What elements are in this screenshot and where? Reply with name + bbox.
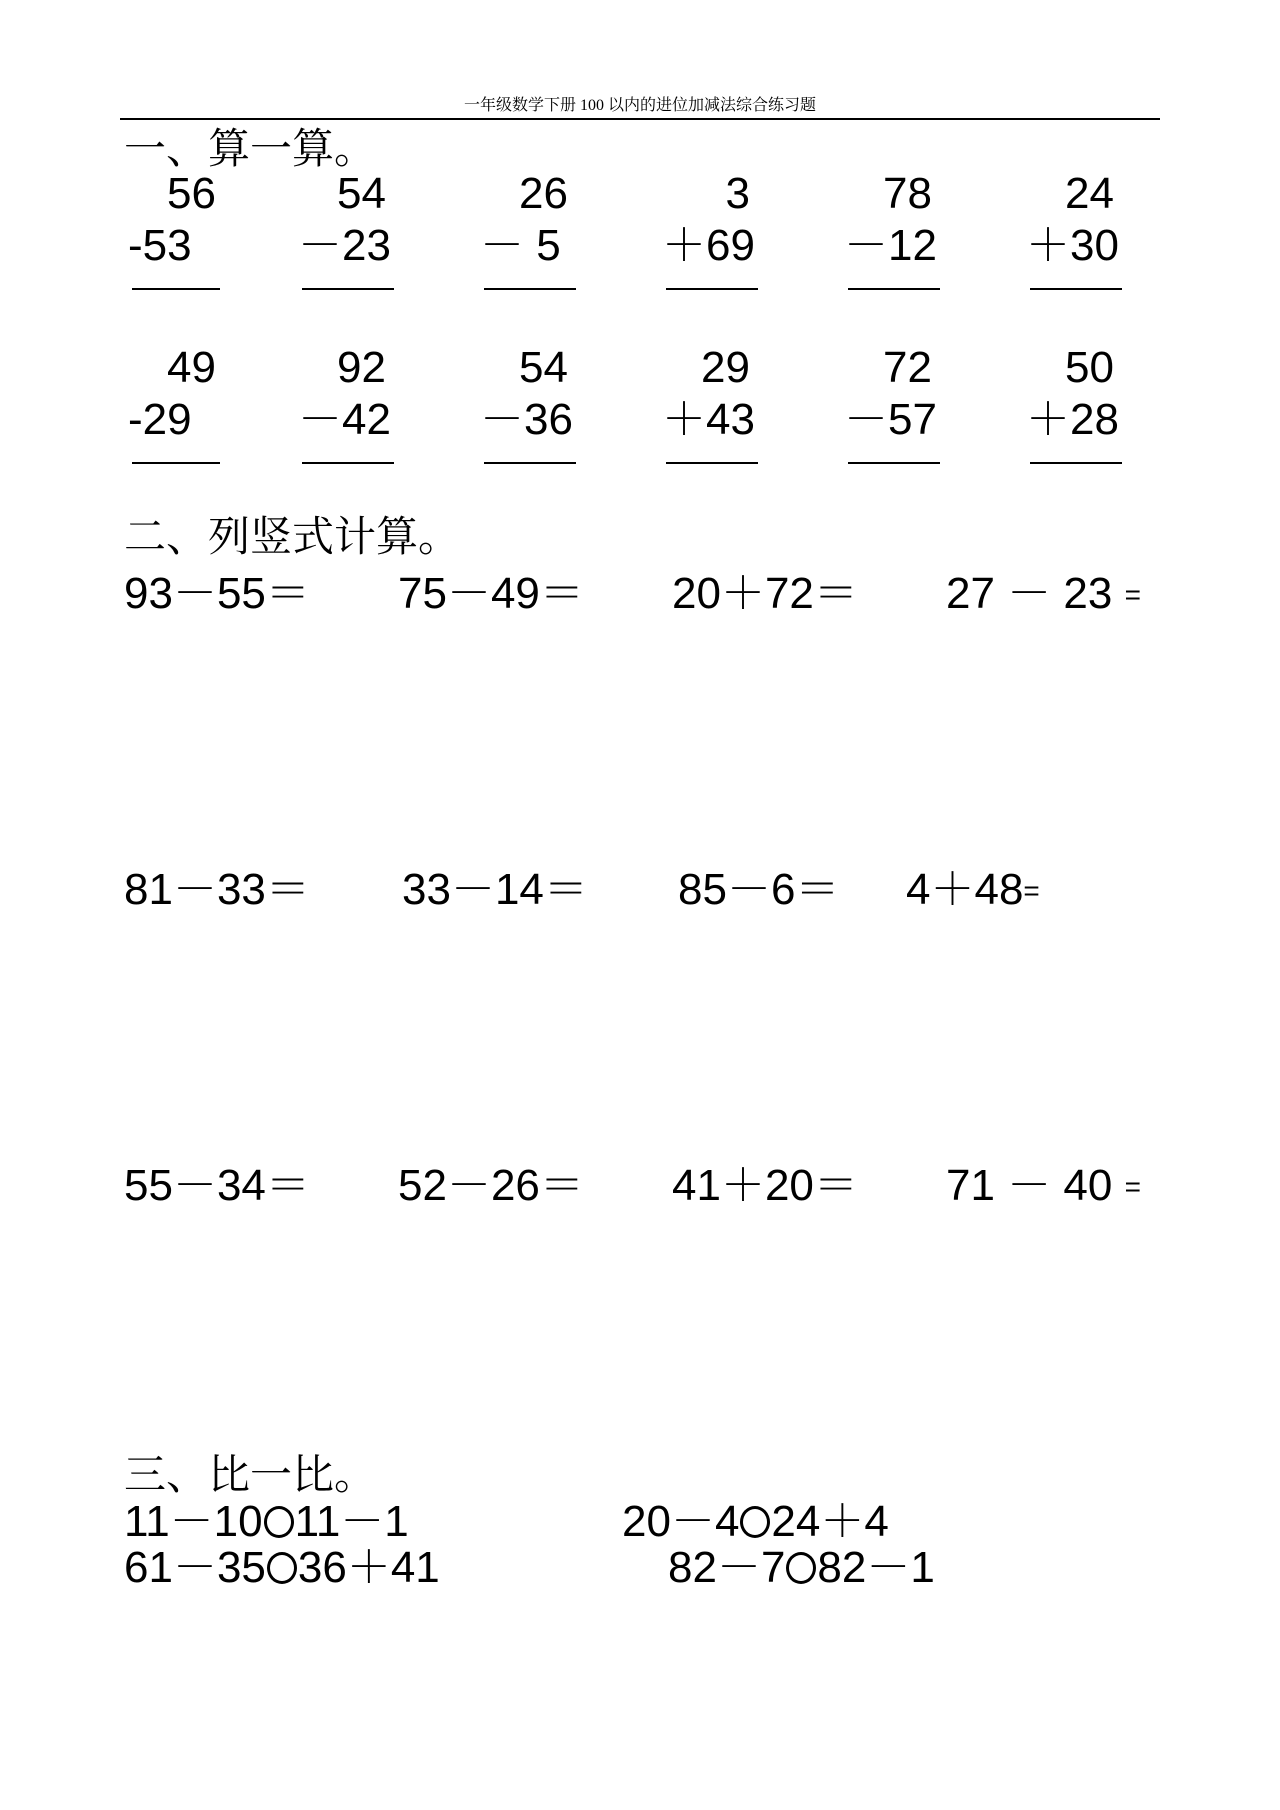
problem-top-number: 26 [519, 169, 568, 218]
answer-line [302, 462, 394, 464]
problem-operand: ＋69 [662, 221, 755, 270]
problem-operand: －23 [298, 221, 391, 270]
answer-line [1030, 288, 1122, 290]
equation: 81－33＝ [124, 865, 310, 914]
equation: 20＋72＝ [672, 569, 858, 618]
equals-sign: = [1023, 875, 1040, 906]
problem-operand: －12 [844, 221, 937, 270]
problem-operand: ＋30 [1026, 221, 1119, 270]
equation: 93－55＝ [124, 569, 310, 618]
problem-top-number: 54 [337, 169, 386, 218]
problem-top-number: 3 [725, 169, 750, 218]
comparison-item [124, 1497, 409, 1546]
problem-operand: －42 [298, 395, 391, 444]
comparison-left: 11－10 [124, 1497, 263, 1546]
comparison-right: 24＋4 [771, 1497, 889, 1546]
equation-expression: 4＋48 [906, 865, 1024, 914]
problem-operand: -53 [128, 221, 192, 270]
blank-circle-icon[interactable] [267, 1552, 297, 1584]
equation: 52－26＝ [398, 1161, 584, 1210]
header-divider [120, 118, 1160, 120]
problem-top-number: 72 [883, 343, 932, 392]
problem-operand: ＋28 [1026, 395, 1119, 444]
blank-circle-icon[interactable] [264, 1506, 294, 1538]
answer-line [1030, 462, 1122, 464]
answer-line [132, 288, 220, 290]
comparison-right: 11－1 [294, 1497, 409, 1546]
equation-expression: 71 － 40 [946, 1161, 1113, 1210]
equation: 55－34＝ [124, 1161, 310, 1210]
equation: 33－14＝ [402, 865, 588, 914]
problem-top-number: 56 [167, 169, 216, 218]
section-2-title: 二、列竖式计算。 [124, 512, 461, 561]
problem-operand: － 5 [480, 221, 561, 270]
comparison-left: 61－35 [124, 1543, 266, 1592]
equation [946, 569, 1141, 618]
comparison-item [668, 1543, 935, 1592]
equation: 41＋20＝ [672, 1161, 858, 1210]
equation: 75－49＝ [398, 569, 584, 618]
blank-circle-icon[interactable] [740, 1506, 770, 1538]
equation [906, 865, 1040, 914]
answer-line [848, 462, 940, 464]
answer-line [848, 288, 940, 290]
section-3-title: 三、比一比。 [124, 1450, 377, 1499]
problem-operand: ＋43 [662, 395, 755, 444]
equals-sign: = [1124, 579, 1141, 610]
problem-operand: -29 [128, 395, 192, 444]
equation [946, 1161, 1141, 1210]
page-header: 一年级数学下册 100 以内的进位加减法综合练习题 [463, 97, 816, 114]
comparison-item [622, 1497, 889, 1546]
comparison-left: 82－7 [668, 1543, 786, 1592]
problem-top-number: 78 [883, 169, 932, 218]
answer-line [302, 288, 394, 290]
problem-top-number: 29 [701, 343, 750, 392]
comparison-right: 36＋41 [297, 1543, 440, 1592]
equals-sign: = [1124, 1171, 1141, 1202]
answer-line [666, 288, 758, 290]
blank-circle-icon[interactable] [786, 1552, 816, 1584]
problem-operand: －57 [844, 395, 937, 444]
equation-expression: 27 － 23 [946, 569, 1113, 618]
problem-top-number: 54 [519, 343, 568, 392]
comparison-right: 82－1 [817, 1543, 935, 1592]
problem-top-number: 50 [1065, 343, 1114, 392]
answer-line [666, 462, 758, 464]
section-1-title: 一、算一算。 [124, 124, 377, 173]
problem-operand: －36 [480, 395, 573, 444]
problem-top-number: 49 [167, 343, 216, 392]
problem-top-number: 92 [337, 343, 386, 392]
answer-line [484, 462, 576, 464]
comparison-left: 20－4 [622, 1497, 740, 1546]
comparison-item [124, 1543, 440, 1592]
problem-top-number: 24 [1065, 169, 1114, 218]
answer-line [132, 462, 220, 464]
answer-line [484, 288, 576, 290]
equation: 85－6＝ [678, 865, 840, 914]
